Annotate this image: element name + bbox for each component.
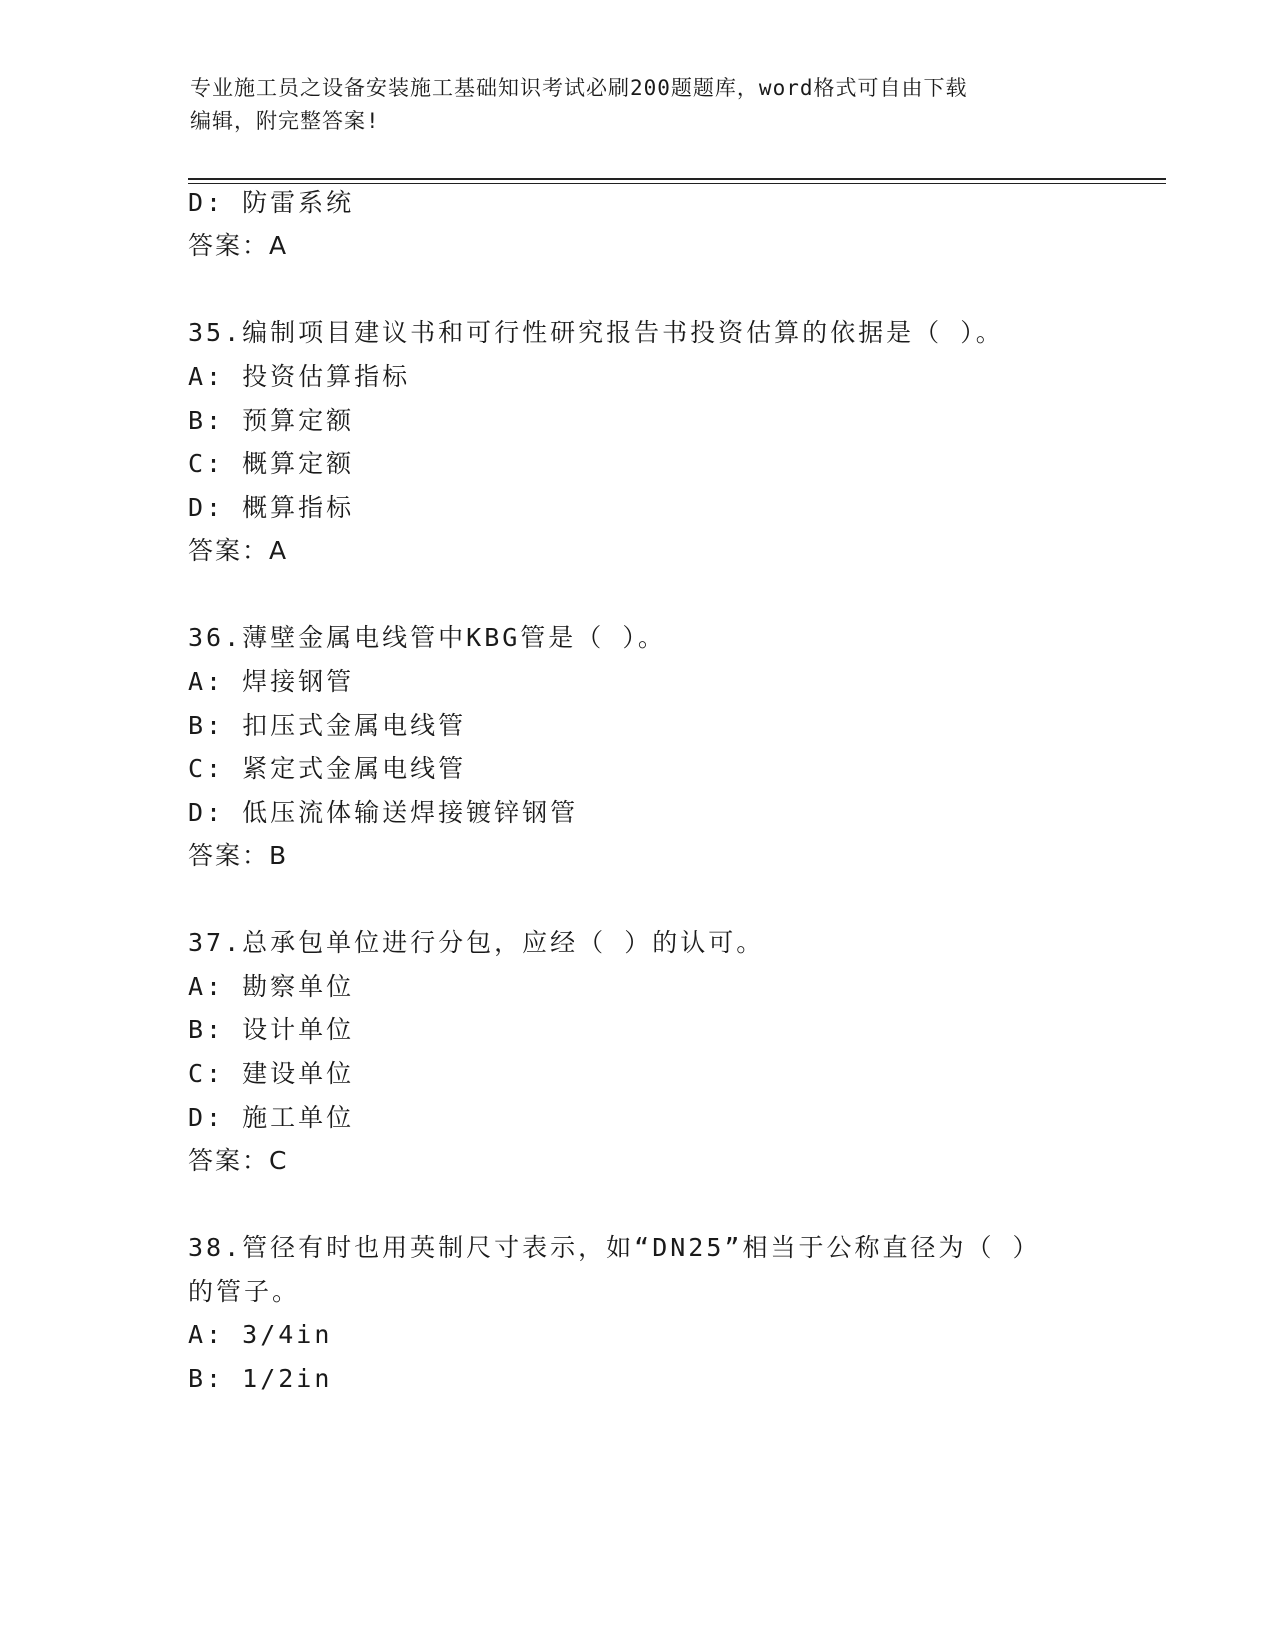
q36-option-b: B: 扣压式金属电线管 xyxy=(188,711,467,740)
q35-option-c: C: 概算定额 xyxy=(188,449,355,478)
header-title-line1: 专业施工员之设备安装施工基础知识考试必刷200题题库，word格式可自由下载 xyxy=(190,76,968,100)
q35-stem: 35.编制项目建议书和可行性研究报告书投资估算的依据是（ ）。 xyxy=(188,318,1004,347)
prev-answer: 答案：A xyxy=(188,231,289,260)
q37-option-c: C: 建设单位 xyxy=(188,1059,355,1088)
q37-option-a: A: 勘察单位 xyxy=(188,972,355,1001)
q38-stem-line2: 的管子。 xyxy=(188,1277,301,1306)
q35-answer: 答案：A xyxy=(188,536,289,565)
document-header xyxy=(190,72,1090,138)
prev-option-d: D: 防雷系统 xyxy=(188,188,355,217)
q35-option-b: B: 预算定额 xyxy=(188,406,355,435)
q36-stem: 36.薄壁金属电线管中KBG管是（ ）。 xyxy=(188,623,666,652)
q36-option-c: C: 紧定式金属电线管 xyxy=(188,754,467,783)
q38-option-b: B: 1/2in xyxy=(188,1364,333,1393)
q36-option-a: A: 焊接钢管 xyxy=(188,667,355,696)
header-title-line2: 编辑，附完整答案! xyxy=(190,109,380,133)
q38-stem-line1: 38.管径有时也用英制尺寸表示，如“DN25”相当于公称直径为（ ） xyxy=(188,1233,1041,1262)
header-divider xyxy=(188,178,1166,180)
q37-stem: 37.总承包单位进行分包，应经（ ）的认可。 xyxy=(188,928,765,957)
q38-option-a: A: 3/4in xyxy=(188,1320,333,1349)
q36-option-d: D: 低压流体输送焊接镀锌钢管 xyxy=(188,798,579,827)
q36-answer: 答案：B xyxy=(188,841,289,870)
header-divider-thin xyxy=(188,183,1166,184)
q35-option-d: D: 概算指标 xyxy=(188,493,355,522)
q37-option-d: D: 施工单位 xyxy=(188,1103,355,1132)
q35-option-a: A: 投资估算指标 xyxy=(188,362,411,391)
q37-option-b: B: 设计单位 xyxy=(188,1015,355,1044)
q37-answer: 答案：C xyxy=(188,1146,289,1175)
